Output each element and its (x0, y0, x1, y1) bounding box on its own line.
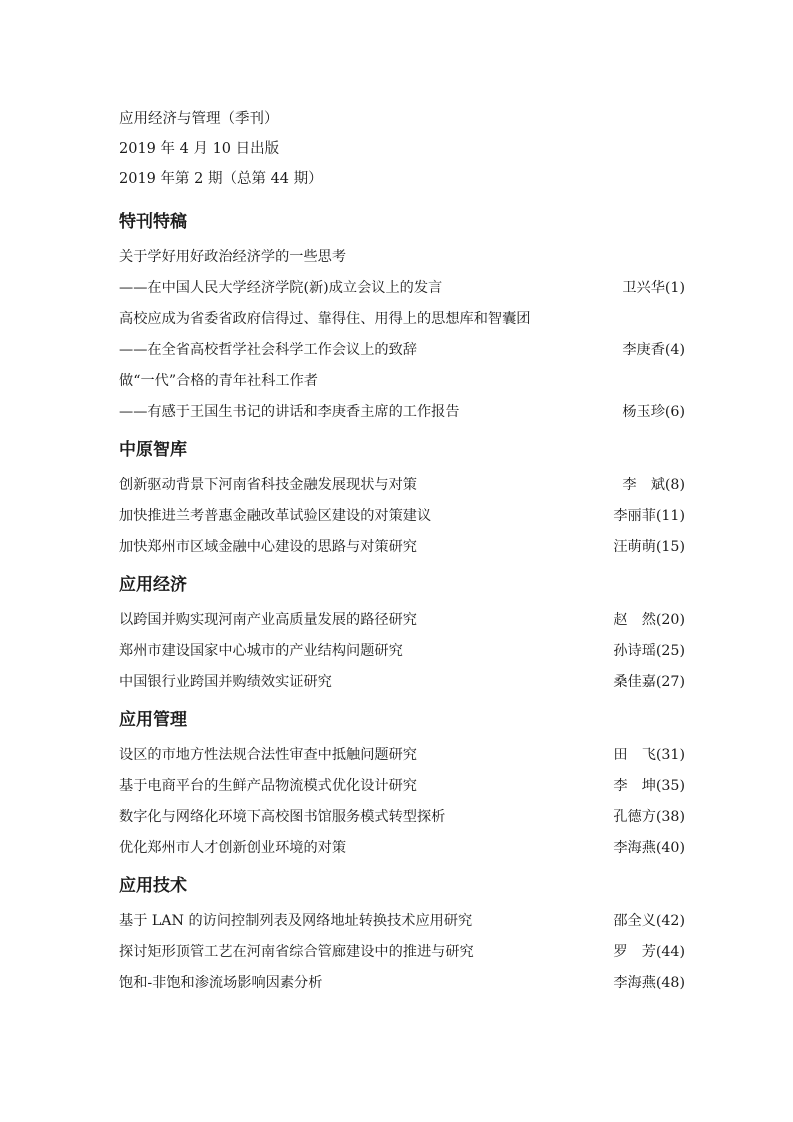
entry-author-page: 杨玉珍(6) (622, 404, 685, 420)
toc-entry[interactable] (119, 366, 685, 428)
entry-title: 基于 LAN 的访问控制列表及网络地址转换技术应用研究 (119, 913, 473, 929)
section-title: 应用经济 (119, 575, 187, 595)
entry-author-page: 汪萌萌(15) (613, 539, 685, 555)
entry-title-line (119, 833, 685, 864)
issue-number: 2019 年第 2 期（总第 44 期） (119, 171, 323, 187)
entry-title-line (119, 636, 685, 667)
entry-title-line (119, 906, 685, 937)
toc-section (119, 430, 685, 563)
entry-author-page: 李海燕(40) (613, 840, 685, 856)
toc-section (119, 565, 685, 698)
toc-entry[interactable] (119, 304, 685, 366)
entry-title: 做“一代”合格的青年社科工作者 (119, 373, 318, 389)
entry-title-line (119, 667, 685, 698)
toc-entry[interactable] (119, 532, 685, 563)
section-title: 特刊特稿 (119, 212, 187, 232)
journal-title: 应用经济与管理（季刊） (119, 111, 279, 127)
toc-entry[interactable] (119, 501, 685, 532)
entry-author-page: 李庚香(4) (622, 342, 685, 358)
table-of-contents (119, 202, 685, 1001)
entry-author-page: 李 斌(8) (622, 477, 685, 493)
entry-author-page: 罗 芳(44) (613, 944, 685, 960)
toc-entry[interactable] (119, 968, 685, 999)
toc-entry[interactable] (119, 470, 685, 501)
section-title: 应用管理 (119, 710, 187, 730)
toc-entry[interactable] (119, 771, 685, 802)
entry-title: 中国银行业跨国并购绩效实证研究 (119, 674, 332, 690)
section-title: 中原智库 (119, 440, 187, 460)
publication-date: 2019 年 4 月 10 日出版 (119, 141, 280, 157)
entry-title: 设区的市地方性法规合法性审查中抵触问题研究 (119, 747, 417, 763)
entry-title-line (119, 366, 685, 397)
entry-author-page: 邵全义(42) (613, 913, 685, 929)
entry-title: 高校应成为省委省政府信得过、靠得住、用得上的思想库和智囊团 (119, 311, 531, 327)
entry-title: 数字化与网络化环境下高校图书馆服务模式转型探析 (119, 809, 446, 825)
entry-title-line (119, 937, 685, 968)
entry-title-line (119, 605, 685, 636)
entry-title-line (119, 501, 685, 532)
entry-title: 关于学好用好政治经济学的一些思考 (119, 249, 347, 265)
entry-subtitle: ——有感于王国生书记的讲话和李庚香主席的工作报告 (119, 404, 460, 420)
toc-section (119, 202, 685, 428)
section-title: 应用技术 (119, 876, 187, 896)
entry-title: 探讨矩形顶管工艺在河南省综合管廊建设中的推进与研究 (119, 944, 474, 960)
toc-entry[interactable] (119, 740, 685, 771)
toc-section (119, 866, 685, 999)
entry-author-page: 李海燕(48) (613, 975, 685, 991)
entry-subtitle-line (119, 397, 685, 428)
entry-title-line (119, 532, 685, 563)
toc-entry[interactable] (119, 802, 685, 833)
entry-author-page: 李丽菲(11) (613, 508, 685, 524)
toc-entry[interactable] (119, 605, 685, 636)
entry-title: 加快郑州市区域金融中心建设的思路与对策研究 (119, 539, 417, 555)
toc-entry[interactable] (119, 833, 685, 864)
entry-title: 优化郑州市人才创新创业环境的对策 (119, 840, 347, 856)
entry-subtitle-line (119, 273, 685, 304)
entry-title-line (119, 968, 685, 999)
entry-author-page: 孔德方(38) (613, 809, 685, 825)
entry-author-page: 李 坤(35) (613, 778, 685, 794)
entry-title: 创新驱动背景下河南省科技金融发展现状与对策 (119, 477, 417, 493)
entry-author-page: 田 飞(31) (613, 747, 685, 763)
entry-title: 基于电商平台的生鲜产品物流模式优化设计研究 (119, 778, 417, 794)
entry-author-page: 孙诗瑶(25) (613, 643, 685, 659)
toc-entry[interactable] (119, 906, 685, 937)
toc-entry[interactable] (119, 937, 685, 968)
entry-title: 饱和-非饱和渗流场影响因素分析 (119, 975, 323, 991)
entry-subtitle: ——在全省高校哲学社会科学工作会议上的致辞 (119, 342, 417, 358)
entry-title: 郑州市建设国家中心城市的产业结构问题研究 (119, 643, 403, 659)
entry-title-line (119, 802, 685, 833)
entry-title-line (119, 771, 685, 802)
entry-subtitle-line (119, 335, 685, 366)
entry-title: 加快推进兰考普惠金融改革试验区建设的对策建议 (119, 508, 432, 524)
toc-entry[interactable] (119, 636, 685, 667)
entry-title-line (119, 470, 685, 501)
entry-title-line (119, 304, 685, 335)
entry-title-line (119, 242, 685, 273)
entry-author-page: 赵 然(20) (613, 612, 685, 628)
toc-entry[interactable] (119, 242, 685, 304)
entry-subtitle: ——在中国人民大学经济学院(新)成立会议上的发言 (119, 280, 443, 296)
journal-header (119, 104, 323, 194)
toc-section (119, 700, 685, 864)
toc-entry[interactable] (119, 667, 685, 698)
entry-title-line (119, 740, 685, 771)
entry-title: 以跨国并购实现河南产业高质量发展的路径研究 (119, 612, 417, 628)
entry-author-page: 卫兴华(1) (622, 280, 685, 296)
entry-author-page: 桑佳嘉(27) (613, 674, 685, 690)
